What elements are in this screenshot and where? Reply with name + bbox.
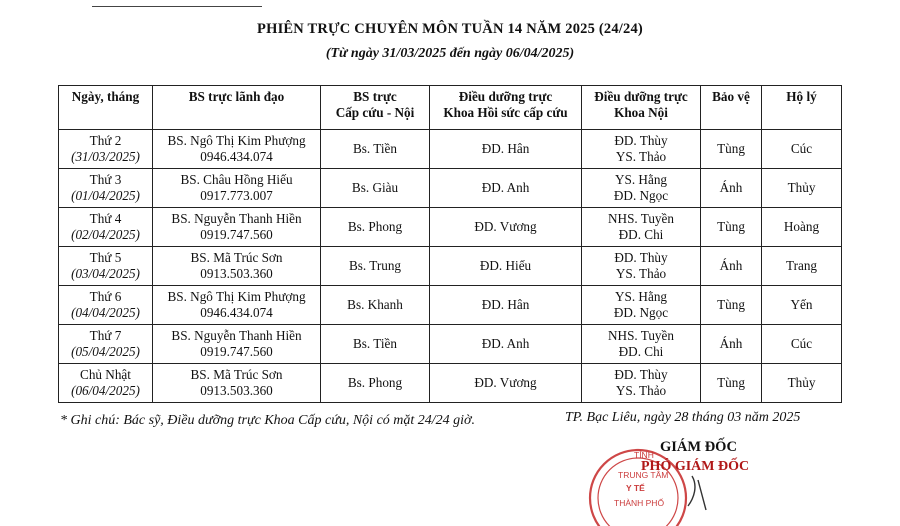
day-date: (01/04/2025) xyxy=(71,188,140,203)
internal-nurse-cell xyxy=(582,130,701,169)
aide-aide: Thủy xyxy=(787,180,816,195)
emergency-cell xyxy=(321,286,430,325)
header-aide: Hộ lý xyxy=(762,86,842,130)
security-security: Tùng xyxy=(717,219,745,234)
day-day: Thứ 7 xyxy=(89,328,122,343)
leader-cell xyxy=(153,208,321,247)
leader-cell xyxy=(153,364,321,403)
leader-leader-phone: 0913.503.360 xyxy=(200,266,273,281)
internal-nurse-nurse1: YS. Hằng xyxy=(614,172,668,187)
signature-title: GIÁM ĐỐC xyxy=(660,439,737,455)
duty-schedule-table xyxy=(58,85,842,403)
day-date: (05/04/2025) xyxy=(71,344,140,359)
aide-aide: Hoàng xyxy=(783,219,820,234)
stamp-text-1: TỈNH xyxy=(634,450,654,460)
internal-nurse-nurse1: ĐD. Thùy xyxy=(614,133,668,148)
icu-nurse-cell xyxy=(430,130,582,169)
icu-nurse-icu-nurse: ĐD. Anh xyxy=(481,336,530,351)
internal-nurse-nurse1: ĐD. Thùy xyxy=(614,250,668,265)
icu-nurse-icu-nurse: ĐD. Hiếu xyxy=(479,258,532,273)
internal-nurse-nurse2: YS. Thảo xyxy=(615,149,667,164)
aide-aide: Thủy xyxy=(787,375,816,390)
day-cell xyxy=(59,247,153,286)
icu-nurse-icu-nurse: ĐD. Hân xyxy=(481,297,530,312)
internal-nurse-nurse2: ĐD. Chi xyxy=(618,344,664,359)
internal-nurse-nurse1: YS. Hằng xyxy=(614,289,668,304)
aide-cell xyxy=(762,130,842,169)
place-date: TP. Bạc Liêu, ngày 28 tháng 03 năm 2025 xyxy=(565,410,801,425)
header-rule xyxy=(92,6,262,7)
icu-nurse-cell xyxy=(430,247,582,286)
icu-nurse-icu-nurse: ĐD. Hân xyxy=(481,141,530,156)
day-date: (04/04/2025) xyxy=(71,305,140,320)
leader-leader-name: BS. Nguyễn Thanh Hiền xyxy=(171,211,302,226)
emergency-emergency: Bs. Tiền xyxy=(353,336,397,351)
security-cell xyxy=(701,247,762,286)
aide-aide: Cúc xyxy=(790,141,813,156)
security-cell xyxy=(701,130,762,169)
footnote: * Ghi chú: Bác sỹ, Điều dưỡng trực Khoa Cấp cứu, Nội có mặt 24/24 giờ. xyxy=(60,413,476,428)
internal-nurse-nurse2: ĐD. Chi xyxy=(618,227,664,242)
leader-leader-phone: 0946.434.074 xyxy=(200,305,273,320)
security-cell xyxy=(701,286,762,325)
day-day: Chủ Nhật xyxy=(80,367,131,382)
day-day: Thứ 3 xyxy=(89,172,122,187)
day-date: (03/04/2025) xyxy=(71,266,140,281)
day-cell xyxy=(59,208,153,247)
emergency-cell xyxy=(321,325,430,364)
table-body xyxy=(59,130,842,403)
aide-aide: Trang xyxy=(785,258,818,273)
aide-cell xyxy=(762,286,842,325)
internal-nurse-cell xyxy=(582,286,701,325)
internal-nurse-nurse1: NHS. Tuyền xyxy=(608,211,674,226)
day-day: Thứ 5 xyxy=(89,250,122,265)
emergency-emergency: Bs. Giàu xyxy=(351,180,399,195)
day-date: (31/03/2025) xyxy=(71,149,140,164)
leader-leader-phone: 0913.503.360 xyxy=(200,383,273,398)
internal-nurse-nurse1: ĐD. Thùy xyxy=(614,367,668,382)
aide-cell xyxy=(762,208,842,247)
aide-aide: Yến xyxy=(790,297,813,312)
table-row xyxy=(59,208,842,247)
icu-nurse-icu-nurse: ĐD. Anh xyxy=(481,180,530,195)
leader-cell xyxy=(153,130,321,169)
stamp-text-3: Y TẾ xyxy=(626,483,645,493)
header-leader: BS trực lãnh đạo xyxy=(153,86,321,130)
day-date: (02/04/2025) xyxy=(71,227,140,242)
security-security: Ánh xyxy=(719,336,743,351)
internal-nurse-nurse2: ĐD. Ngọc xyxy=(613,188,669,203)
internal-nurse-cell xyxy=(582,169,701,208)
stamp-text-2: TRUNG TÂM xyxy=(618,470,669,480)
security-cell xyxy=(701,364,762,403)
icu-nurse-cell xyxy=(430,364,582,403)
icu-nurse-cell xyxy=(430,325,582,364)
internal-nurse-cell xyxy=(582,325,701,364)
emergency-emergency: Bs. Phong xyxy=(347,375,403,390)
day-day: Thứ 4 xyxy=(89,211,122,226)
security-security: Ánh xyxy=(719,180,743,195)
day-cell xyxy=(59,130,153,169)
leader-leader-name: BS. Nguyễn Thanh Hiền xyxy=(171,328,302,343)
icu-nurse-cell xyxy=(430,208,582,247)
emergency-cell xyxy=(321,169,430,208)
leader-leader-name: BS. Mã Trúc Sơn xyxy=(190,250,283,265)
internal-nurse-cell xyxy=(582,208,701,247)
day-day: Thứ 6 xyxy=(89,289,122,304)
table-row xyxy=(59,325,842,364)
security-security: Tùng xyxy=(717,297,745,312)
security-cell xyxy=(701,169,762,208)
day-date: (06/04/2025) xyxy=(71,383,140,398)
internal-nurse-nurse1: NHS. Tuyền xyxy=(608,328,674,343)
emergency-emergency: Bs. Phong xyxy=(347,219,403,234)
leader-cell xyxy=(153,169,321,208)
signature-scribble xyxy=(688,476,706,510)
security-security: Ánh xyxy=(719,258,743,273)
internal-nurse-nurse2: YS. Thảo xyxy=(615,266,667,281)
header-security: Bảo vệ xyxy=(701,86,762,130)
internal-nurse-nurse2: ĐD. Ngọc xyxy=(613,305,669,320)
aide-cell xyxy=(762,247,842,286)
emergency-emergency: Bs. Trung xyxy=(348,258,402,273)
icu-nurse-icu-nurse: ĐD. Vương xyxy=(474,219,537,234)
leader-leader-phone: 0946.434.074 xyxy=(200,149,273,164)
internal-nurse-cell xyxy=(582,364,701,403)
aide-cell xyxy=(762,169,842,208)
day-cell xyxy=(59,364,153,403)
leader-cell xyxy=(153,325,321,364)
leader-cell xyxy=(153,286,321,325)
day-cell xyxy=(59,286,153,325)
aide-aide: Cúc xyxy=(790,336,813,351)
icu-nurse-cell xyxy=(430,169,582,208)
table-row xyxy=(59,169,842,208)
leader-leader-name: BS. Châu Hồng Hiếu xyxy=(180,172,293,187)
icu-nurse-icu-nurse: ĐD. Vương xyxy=(474,375,537,390)
aide-cell xyxy=(762,325,842,364)
leader-leader-name: BS. Ngô Thị Kim Phượng xyxy=(167,133,306,148)
security-cell xyxy=(701,208,762,247)
emergency-emergency: Bs. Tiền xyxy=(353,141,397,156)
day-cell xyxy=(59,169,153,208)
table-row xyxy=(59,247,842,286)
page-subtitle: (Từ ngày 31/03/2025 đến ngày 06/04/2025) xyxy=(325,46,575,61)
emergency-cell xyxy=(321,364,430,403)
security-cell xyxy=(701,325,762,364)
header-internal-nurse: Điều dưỡng trực Khoa Nội xyxy=(582,86,701,130)
day-cell xyxy=(59,325,153,364)
stamp-text-4: THÀNH PHỐ xyxy=(614,498,665,508)
emergency-cell xyxy=(321,247,430,286)
day-day: Thứ 2 xyxy=(89,133,122,148)
header-icu-nurse: Điều dưỡng trực Khoa Hồi sức cấp cứu xyxy=(430,86,582,130)
page-title: PHIÊN TRỰC CHUYÊN MÔN TUẦN 14 NĂM 2025 (24/24) xyxy=(257,21,643,37)
header-emergency: BS trực Cấp cứu - Nội xyxy=(321,86,430,130)
leader-cell xyxy=(153,247,321,286)
emergency-cell xyxy=(321,208,430,247)
leader-leader-phone: 0919.747.560 xyxy=(200,344,273,359)
leader-leader-phone: 0919.747.560 xyxy=(200,227,273,242)
table-row xyxy=(59,364,842,403)
signature-subtitle: PHÓ GIÁM ĐỐC xyxy=(641,459,750,474)
security-security: Tùng xyxy=(717,141,745,156)
emergency-cell xyxy=(321,130,430,169)
leader-leader-name: BS. Ngô Thị Kim Phượng xyxy=(167,289,306,304)
table-header-row xyxy=(59,86,842,130)
security-security: Tùng xyxy=(717,375,745,390)
table-row xyxy=(59,130,842,169)
internal-nurse-nurse2: YS. Thảo xyxy=(615,383,667,398)
emergency-emergency: Bs. Khanh xyxy=(347,297,403,312)
leader-leader-phone: 0917.773.007 xyxy=(200,188,273,203)
leader-leader-name: BS. Mã Trúc Sơn xyxy=(190,367,283,382)
header-day: Ngày, tháng xyxy=(59,86,153,130)
table-row xyxy=(59,286,842,325)
icu-nurse-cell xyxy=(430,286,582,325)
internal-nurse-cell xyxy=(582,247,701,286)
aide-cell xyxy=(762,364,842,403)
